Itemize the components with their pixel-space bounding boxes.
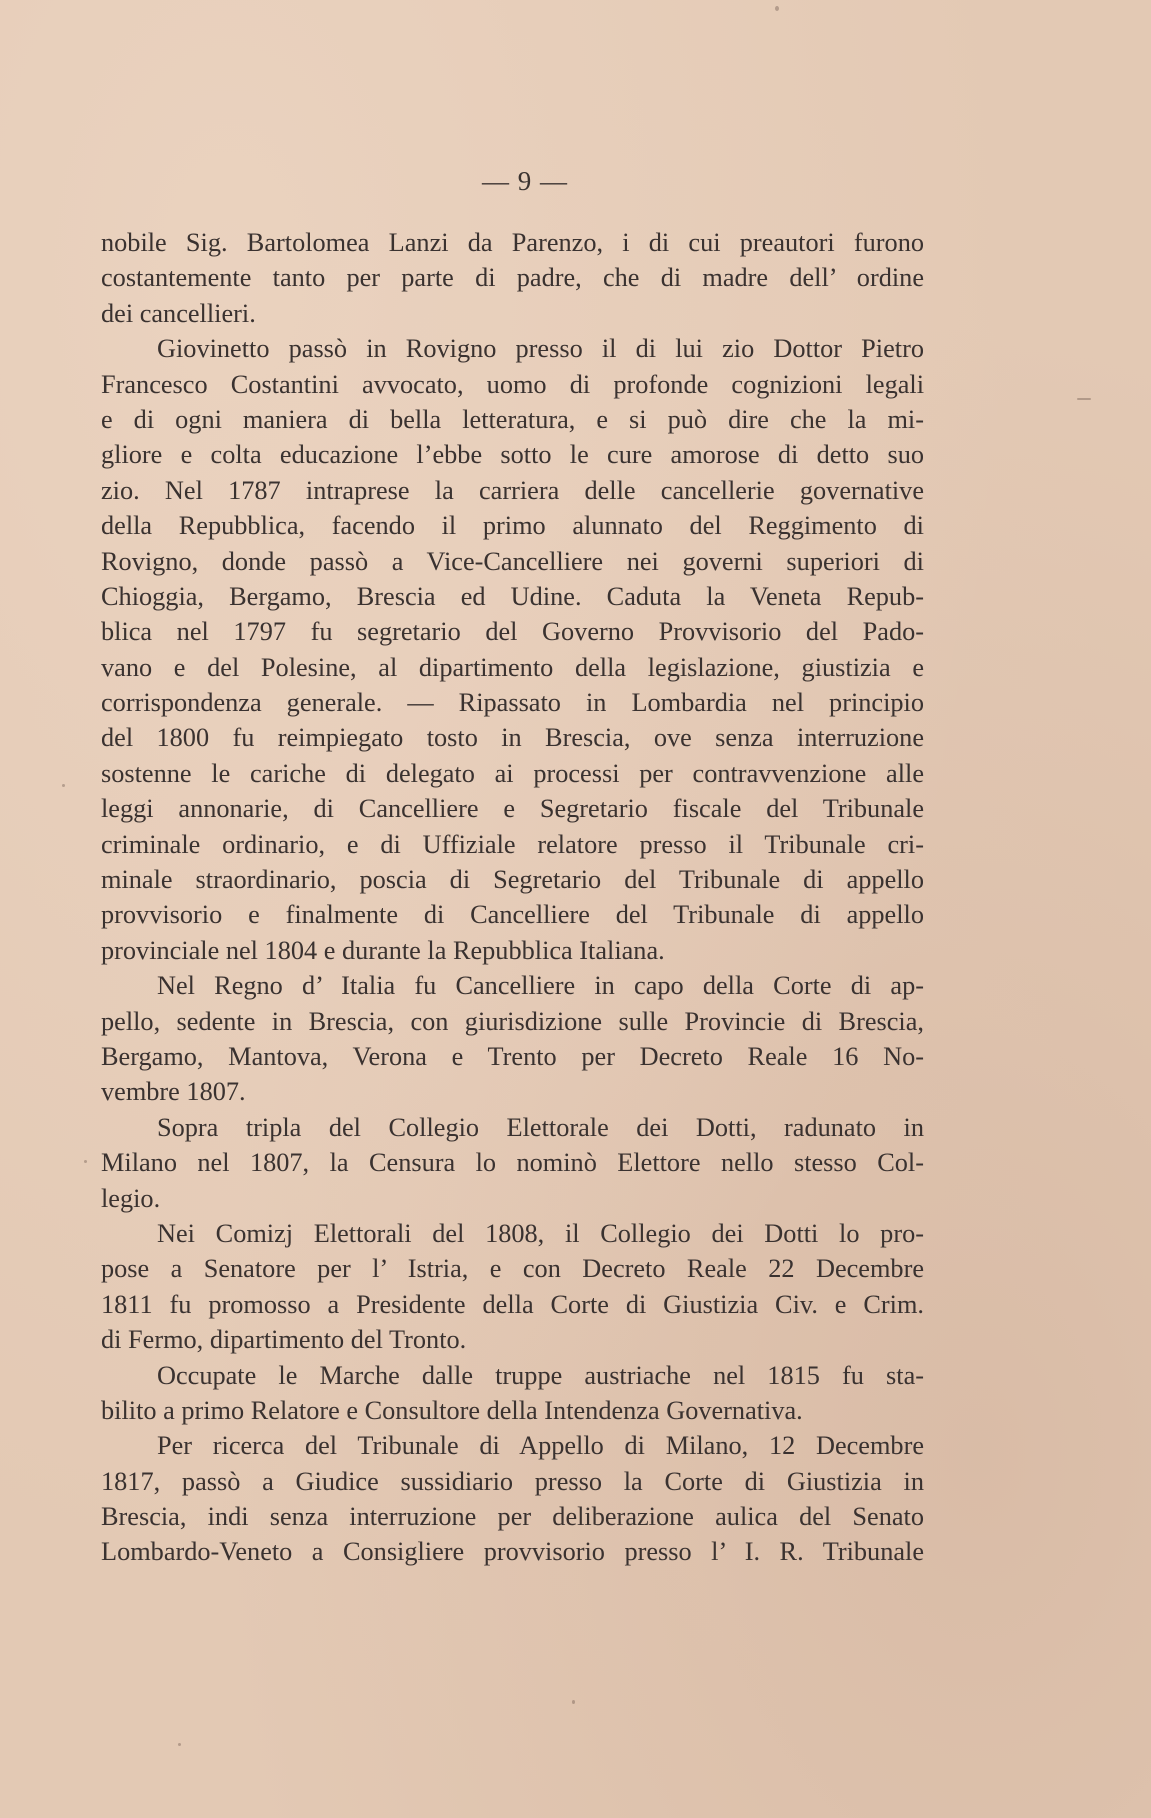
text-line: vano e del Polesine, al dipartimento della legislazione, giustizia e [101,652,924,682]
text-line: nobile Sig. Bartolomea Lanzi da Parenzo, i di cui preautori furono [101,228,924,257]
text-line: legio. [101,1183,161,1213]
paper-speck [62,784,65,787]
text-line: bilito a primo Relatore e Consultore della Intendenza Governativa. [101,1395,803,1425]
text-line: Francesco Costantini avvocato, uomo di profonde cognizioni legali [101,369,924,399]
text-line: vembre 1807. [101,1077,246,1107]
text-line: Sopra tripla del Collegio Elettorale dei Dotti, radunato in [157,1112,924,1142]
text-line: Brescia, indi senza interruzione per deliberazione aulica del Senato [101,1502,924,1532]
text-line: corrispondenza generale. — Ripassato in Lombardia nel principio [101,688,924,718]
text-line: Per ricerca del Tribunale di Appello di Milano, 12 Decembre [157,1431,924,1461]
text-line: zio. Nel 1787 intraprese la carriera delle cancellerie governative [101,475,924,505]
text-line: provvisorio e finalmente di Cancelliere del Tribunale di appello [101,900,924,930]
text-line: del 1800 fu reimpiegato tosto in Brescia, ove senza interruzione [101,723,924,753]
text-line: leggi annonarie, di Cancelliere e Segretario fiscale del Tribunale [101,794,924,824]
paper-speck [572,1700,575,1704]
text-line: di Fermo, dipartimento del Tronto. [101,1325,467,1355]
text-line: Lombardo-Veneto a Consigliere provvisorio presso l’ I. R. Tribunale [101,1537,924,1567]
text-line: Milano nel 1807, la Censura lo nominò Elettore nello stesso Col- [101,1148,924,1178]
text-line: minale straordinario, poscia di Segretario del Tribunale di appello [101,865,924,895]
text-line: Occupate le Marche dalle truppe austriache nel 1815 fu sta- [157,1360,924,1390]
page-number: — 9 — [482,166,568,196]
text-line: 1811 fu promosso a Presidente della Corte di Giustizia Civ. e Crim. [101,1289,924,1319]
text-line: e di ogni maniera di bella letteratura, e si può dire che la mi- [101,404,924,434]
text-line: Nei Comizj Elettorali del 1808, il Collegio dei Dotti lo pro- [157,1218,924,1248]
text-line: pello, sedente in Brescia, con giurisdizione sulle Provincie di Brescia, [101,1006,924,1036]
text-line: Bergamo, Mantova, Verona e Trento per Decreto Reale 16 No- [101,1041,924,1071]
text-line: gliore e colta educazione l’ebbe sotto le cure amorose di detto suo [101,440,924,470]
text-line: Giovinetto passò in Rovigno presso il di lui zio Dottor Pietro [157,334,924,364]
text-line: 1817, passò a Giudice sussidiario presso la Corte di Giustizia in [101,1466,924,1496]
body-text [101,225,924,1570]
text-line: provinciale nel 1804 e durante la Repubblica Italiana. [101,935,665,965]
paper-speck [178,1743,181,1746]
paper-speck [84,1160,87,1163]
paper-speck [775,6,779,11]
text-line: blica nel 1797 fu segretario del Governo Provvisorio del Pado- [101,617,924,647]
text-line: sostenne le cariche di delegato ai processi per contravvenzione alle [101,758,924,788]
text-line: pose a Senatore per l’ Istria, e con Decreto Reale 22 Decembre [101,1254,924,1284]
text-line: Nel Regno d’ Italia fu Cancelliere in capo della Corte di ap- [157,971,924,1001]
paper-speck [1077,398,1091,400]
text-line: criminale ordinario, e di Uffiziale relatore presso il Tribunale cri- [101,829,924,859]
text-line: Chioggia, Bergamo, Brescia ed Udine. Caduta la Veneta Repub- [101,581,924,611]
text-line: costantemente tanto per parte di padre, che di madre dell’ ordine [101,263,924,293]
text-line: dei cancellieri. [101,298,256,328]
text-line: Rovigno, donde passò a Vice-Cancelliere nei governi superiori di [101,546,924,576]
text-line: della Repubblica, facendo il primo alunnato del Reggimento di [101,511,924,541]
